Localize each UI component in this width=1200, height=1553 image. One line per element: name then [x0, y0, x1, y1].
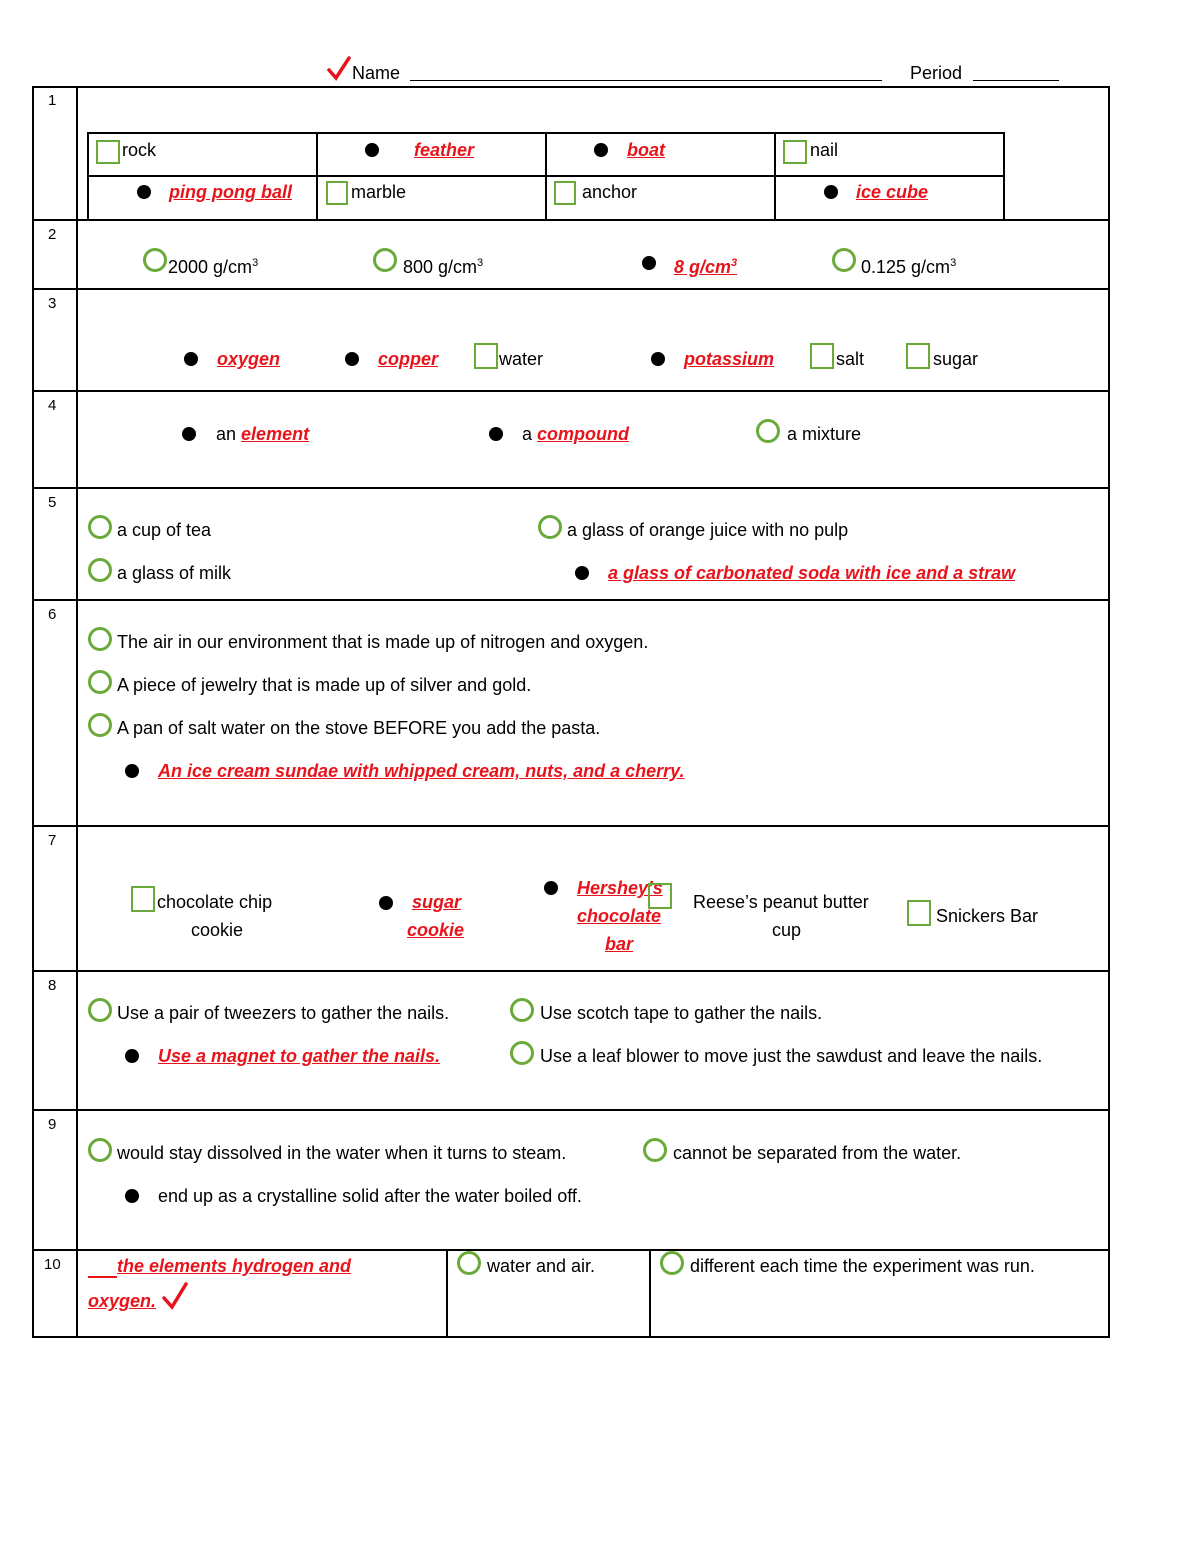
selected-bullet: [824, 185, 838, 199]
radio-option[interactable]: [88, 670, 112, 694]
question-number: 1: [48, 92, 57, 109]
option-tea: a cup of tea: [117, 520, 212, 540]
question-number: 9: [48, 1116, 57, 1133]
row-border: [32, 487, 1110, 489]
q1-grid-line: [316, 132, 318, 219]
answer-sugar: sugar: [412, 892, 462, 912]
answer-8: 8 $g/cm^3$: [674, 257, 738, 277]
option-marble: marble: [351, 182, 407, 202]
q1-grid-line: [87, 132, 89, 219]
radio-option[interactable]: [660, 1251, 684, 1275]
answer-underline: [88, 1276, 117, 1278]
answer-oxygen: oxygen: [217, 349, 281, 369]
check-mark-icon: [327, 56, 351, 82]
checkbox[interactable]: [96, 140, 120, 164]
radio-option[interactable]: [88, 627, 112, 651]
option-water: water: [499, 349, 544, 369]
option-air: The air in our environment that is made up of nitrogen and oxygen.: [117, 632, 649, 652]
radio-option[interactable]: [88, 1138, 112, 1162]
answer-soda: a glass of carbonated soda with ice and a straw: [608, 563, 1016, 583]
option-orange-juice: a glass of orange juice with no pulp: [567, 520, 849, 540]
answer-hydrogen-oxygen-2: oxygen.: [88, 1291, 157, 1311]
row-border: [32, 390, 1110, 392]
option-rock: rock: [122, 140, 157, 160]
answer-magnet: Use a magnet to gather the nails.: [158, 1046, 441, 1066]
answer-potassium: potassium: [684, 349, 775, 369]
option-2000: 2000 $g/cm^3$: [168, 257, 259, 277]
selected-bullet: [594, 143, 608, 157]
name-label: Name: [352, 63, 401, 83]
selected-bullet: [379, 896, 393, 910]
option-scotch-tape: Use scotch tape to gather the nails.: [540, 1003, 823, 1023]
option-chocolate-chip-2: cookie: [191, 920, 244, 940]
option-stay-dissolved: would stay dissolved in the water when it turns to steam.: [117, 1143, 567, 1163]
answer-hydrogen-oxygen: the elements hydrogen and: [117, 1256, 352, 1276]
q1-grid-line: [774, 132, 776, 219]
radio-option[interactable]: [832, 248, 856, 272]
radio-option[interactable]: [510, 998, 534, 1022]
option-reeses-2: cup: [772, 920, 802, 940]
checkbox[interactable]: [474, 343, 498, 369]
row-border: [32, 288, 1110, 290]
option-nail: nail: [810, 140, 839, 160]
number-column-border: [76, 86, 78, 1338]
option-snickers: Snickers Bar: [936, 906, 1039, 926]
selected-bullet: [651, 352, 665, 366]
answer-sundae: An ice cream sundae with whipped cream, nuts, and a cherry.: [158, 761, 685, 781]
radio-option[interactable]: [88, 515, 112, 539]
checkbox[interactable]: [906, 343, 930, 369]
radio-option[interactable]: [88, 713, 112, 737]
radio-option[interactable]: [143, 248, 167, 272]
option-tweezers: Use a pair of tweezers to gather the nails.: [117, 1003, 450, 1023]
answer-sugar-2: cookie: [407, 920, 465, 940]
selected-bullet: [489, 427, 503, 441]
checkbox[interactable]: [907, 900, 931, 926]
answer-copper: copper: [378, 349, 439, 369]
question-number: 10: [44, 1256, 61, 1273]
row-border: [32, 1249, 1110, 1251]
q10-column-border: [649, 1249, 651, 1338]
table-left-border: [32, 86, 34, 1338]
row-border: [32, 825, 1110, 827]
answer-feather: feather: [414, 140, 475, 160]
option-anchor: anchor: [582, 182, 638, 202]
question-number: 6: [48, 606, 57, 623]
answer-hersheys: Hershey’s: [577, 878, 663, 898]
checkbox[interactable]: [326, 181, 348, 205]
option-water-air: water and air.: [487, 1256, 596, 1276]
checkbox[interactable]: [783, 140, 807, 164]
question-number: 2: [48, 226, 57, 243]
option-cannot-separate: cannot be separated from the water.: [673, 1143, 962, 1163]
option-chocolate-chip: chocolate chip: [157, 892, 273, 912]
name-line[interactable]: [410, 80, 882, 81]
selected-bullet: [125, 764, 139, 778]
radio-option[interactable]: [510, 1041, 534, 1065]
radio-option[interactable]: [373, 248, 397, 272]
row-border: [32, 1336, 1110, 1338]
selected-bullet: [642, 256, 656, 270]
q10-column-border: [446, 1249, 448, 1338]
q1-grid-line: [545, 132, 547, 219]
check-mark-icon: [162, 1282, 188, 1310]
option-compound: a compound: [522, 424, 630, 444]
checkbox[interactable]: [554, 181, 576, 205]
question-number: 8: [48, 977, 57, 994]
selected-bullet: [137, 185, 151, 199]
question-number: 7: [48, 832, 57, 849]
option-salt-water: A pan of salt water on the stove BEFORE you add the pasta.: [117, 718, 601, 738]
radio-option[interactable]: [643, 1138, 667, 1162]
period-label: Period: [910, 63, 963, 83]
radio-option[interactable]: [457, 1251, 481, 1275]
checkbox[interactable]: [131, 886, 155, 912]
row-border: [32, 599, 1110, 601]
option-reeses: Reese’s peanut butter: [693, 892, 869, 912]
selected-bullet: [365, 143, 379, 157]
selected-bullet: [575, 566, 589, 580]
radio-option[interactable]: [538, 515, 562, 539]
row-border: [32, 219, 1110, 221]
selected-bullet: [184, 352, 198, 366]
q1-grid-line: [1003, 132, 1005, 219]
question-number: 4: [48, 397, 57, 414]
answer-ice-cube: ice cube: [856, 182, 929, 202]
option-0125: 0.125 $g/cm^3$: [861, 257, 957, 277]
selected-bullet: [125, 1049, 139, 1063]
table-right-border: [1108, 86, 1110, 1338]
checkbox[interactable]: [648, 883, 672, 909]
radio-option[interactable]: [88, 998, 112, 1022]
option-sugar: sugar: [933, 349, 979, 369]
radio-option[interactable]: [756, 419, 780, 443]
answer-hersheys-3: bar: [605, 934, 634, 954]
option-milk: a glass of milk: [117, 563, 232, 583]
option-leaf-blower: Use a leaf blower to move just the sawdust and leave the nails.: [540, 1046, 1043, 1066]
answer-ping-pong-ball: ping pong ball: [169, 182, 292, 202]
period-line[interactable]: [973, 80, 1059, 81]
checkbox[interactable]: [810, 343, 834, 369]
row-border: [32, 1109, 1110, 1111]
selected-bullet: [544, 881, 558, 895]
row-border: [32, 970, 1110, 972]
selected-bullet: [345, 352, 359, 366]
question-number: 3: [48, 295, 57, 312]
option-salt: salt: [836, 349, 865, 369]
answer-boat: boat: [627, 140, 665, 160]
selected-bullet: [125, 1189, 139, 1203]
option-different: different each time the experiment was run.: [690, 1256, 1035, 1276]
option-mixture: a mixture: [787, 424, 862, 444]
row-border: [32, 86, 1110, 88]
option-element: an element: [216, 424, 310, 444]
question-number: 5: [48, 494, 57, 511]
selected-bullet: [182, 427, 196, 441]
option-800: 800 $g/cm^3$: [403, 257, 484, 277]
answer-crystalline-solid: end up as a crystalline solid after the water boiled off.: [158, 1186, 582, 1206]
option-jewelry: A piece of jewelry that is made up of silver and gold.: [117, 675, 532, 695]
radio-option[interactable]: [88, 558, 112, 582]
answer-hersheys-2: chocolate: [577, 906, 662, 926]
